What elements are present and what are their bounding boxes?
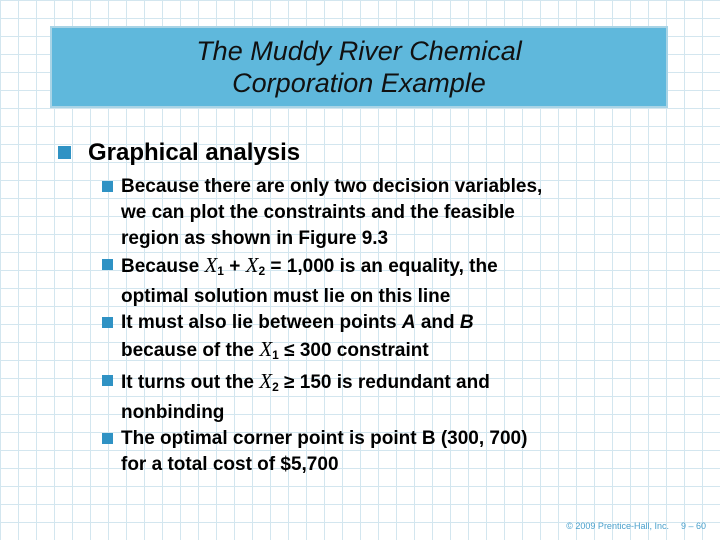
bullet-3-l2post: ≤ 300 constraint — [278, 340, 429, 361]
bullet-5-line-1: The optimal corner point is point B (300, 700) — [121, 428, 528, 449]
bullet-item-5 — [100, 426, 680, 478]
slide-title-line-2: Corporation Example — [232, 68, 486, 98]
page-number: 9 – 60 — [680, 521, 706, 531]
bullet-1-line-3: region as shown in Figure 9.3 — [121, 228, 389, 249]
bullet-3-l2pre: because of the — [121, 340, 260, 361]
square-bullet-icon — [58, 146, 71, 159]
copyright-text: © 2009 Prentice-Hall, Inc. — [566, 521, 669, 531]
bullet-1-line-2: we can plot the constraints and the feasible — [121, 202, 515, 223]
square-bullet-icon — [102, 259, 113, 270]
variable-x2: X — [245, 253, 259, 277]
square-bullet-icon — [102, 433, 113, 444]
bullet-4-line-1 — [121, 368, 680, 400]
bullet-2-line-1 — [121, 252, 680, 284]
slide-footer — [566, 521, 706, 531]
bullet-3-line-2 — [121, 336, 680, 368]
square-bullet-icon — [102, 375, 113, 386]
bullet-3-and: and — [415, 312, 460, 333]
bullet-2-pre: Because — [121, 256, 205, 277]
bullet-5-line-2: for a total cost of $5,700 — [121, 454, 339, 475]
bullet-2-mid: + — [223, 256, 246, 277]
bullet-item-1 — [100, 174, 680, 252]
bullet-3-pre: It must also lie between points — [121, 312, 402, 333]
bullet-1-line-1: Because there are only two decision variables, — [121, 176, 543, 197]
square-bullet-icon — [102, 181, 113, 192]
point-a-label: A — [401, 312, 416, 333]
subscript-1: 1 — [272, 348, 279, 362]
bullet-item-3 — [100, 310, 680, 368]
bullet-4-post: ≥ 150 is redundant and — [278, 372, 490, 393]
variable-x1: X — [259, 337, 273, 361]
point-b-label: B — [459, 312, 474, 333]
subscript-1: 1 — [217, 264, 224, 278]
bullet-2-post: = 1,000 is an equality, the — [265, 256, 498, 277]
bullet-item-2 — [100, 252, 680, 310]
variable-x2: X — [259, 369, 273, 393]
bullet-3-line-1 — [121, 310, 680, 336]
bullet-4-pre: It turns out the — [121, 372, 260, 393]
slide-title-box — [50, 26, 668, 108]
subscript-2: 2 — [258, 264, 266, 278]
square-bullet-icon — [102, 317, 113, 328]
slide-title-line-1: The Muddy River Chemical — [196, 36, 522, 66]
section-heading-text: Graphical analysis — [88, 139, 301, 166]
subscript-2: 2 — [272, 380, 279, 394]
section-heading — [60, 138, 300, 168]
bullet-list — [100, 174, 680, 478]
bullet-item-4 — [100, 368, 680, 426]
variable-x1: X — [204, 253, 218, 277]
bullet-2-line-2: optimal solution must lie on this line — [121, 286, 451, 307]
bullet-4-line-2: nonbinding — [121, 402, 225, 423]
